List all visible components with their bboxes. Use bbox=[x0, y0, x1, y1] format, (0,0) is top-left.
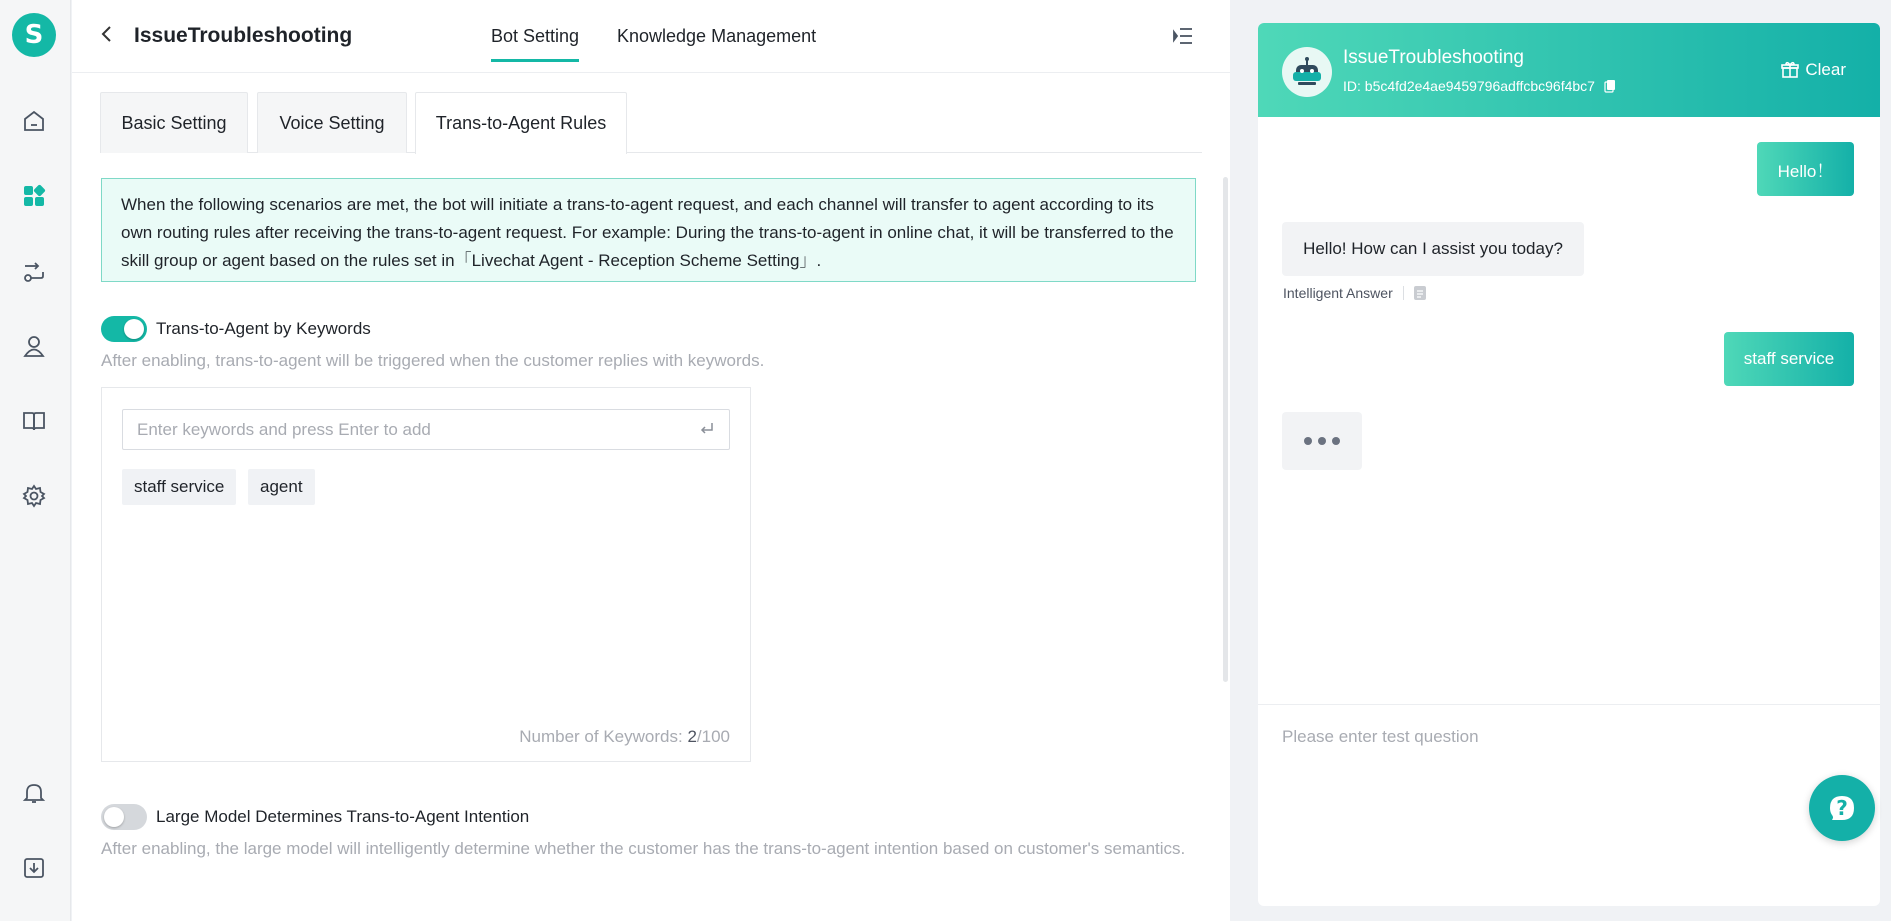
answer-source-label: Intelligent Answer bbox=[1283, 285, 1393, 301]
tab-basic-setting[interactable]: Basic Setting bbox=[100, 92, 248, 153]
clear-label: Clear bbox=[1805, 60, 1846, 79]
test-question-input[interactable] bbox=[1282, 727, 1842, 747]
chat-divider bbox=[1258, 704, 1880, 705]
question-icon bbox=[1822, 788, 1862, 828]
back-icon[interactable] bbox=[100, 24, 114, 50]
home-icon[interactable] bbox=[20, 107, 48, 135]
toggle-knob bbox=[124, 319, 144, 339]
help-button[interactable] bbox=[1809, 775, 1875, 841]
tab-trans-to-agent-rules[interactable]: Trans-to-Agent Rules bbox=[415, 92, 627, 154]
book-icon[interactable] bbox=[20, 407, 48, 435]
keyword-count-label: Number of Keywords: bbox=[519, 727, 688, 746]
svg-text:?: ? bbox=[1836, 796, 1848, 820]
keywords-rule-help: After enabling, trans-to-agent will be triggered when the customer replies with keywords. bbox=[101, 351, 765, 370]
answer-meta bbox=[1283, 285, 1426, 301]
page-title: IssueTroubleshooting bbox=[134, 24, 353, 47]
bell-icon[interactable] bbox=[20, 779, 48, 807]
settings-tabs bbox=[100, 92, 1202, 153]
keyword-input[interactable] bbox=[123, 410, 663, 449]
llm-rule-help: After enabling, the large model will intelligently determine whether the customer has the trans-to-agent intention based on customer's semantics. bbox=[101, 839, 1186, 858]
typing-indicator bbox=[1282, 412, 1362, 470]
enter-icon bbox=[699, 420, 715, 443]
info-notice: When the following scenarios are met, the bot will initiate a trans-to-agent request, and each channel will transfer to agent according to its own routing rules after receiving the trans-to-agent request. For example: During the trans-to-agent in online chat, it will be transferred to the skill group or agent based on the rules set in「Livechat Agent - Reception Scheme Setting」. bbox=[101, 178, 1196, 282]
bot-settings-panel bbox=[72, 0, 1230, 921]
bot-avatar bbox=[1282, 47, 1332, 97]
clear-button[interactable] bbox=[1781, 60, 1846, 80]
copy-icon[interactable] bbox=[1604, 79, 1616, 93]
download-icon[interactable] bbox=[20, 854, 48, 882]
typing-dots-icon bbox=[1304, 437, 1340, 445]
tab-voice-setting[interactable]: Voice Setting bbox=[257, 92, 407, 153]
side-rail bbox=[0, 0, 71, 921]
tab-knowledge-management[interactable]: Knowledge Management bbox=[617, 26, 817, 46]
app-logo[interactable] bbox=[12, 13, 56, 57]
keywords-rule-label: Trans-to-Agent by Keywords bbox=[156, 319, 371, 338]
meta-divider bbox=[1403, 286, 1404, 300]
keyword-chip[interactable]: staff service bbox=[122, 469, 236, 505]
keyword-count-max: /100 bbox=[696, 727, 730, 746]
route-icon[interactable] bbox=[20, 258, 48, 286]
bot-id-text: ID: b5c4fd2e4ae9459796adffcbc96f4bc7 bbox=[1343, 78, 1595, 94]
keyword-count-current: 2 bbox=[687, 727, 697, 746]
bot-message: Hello! How can I assist you today? bbox=[1282, 222, 1584, 276]
tab-bot-setting[interactable]: Bot Setting bbox=[491, 26, 579, 62]
chat-test-panel bbox=[1258, 23, 1880, 906]
document-icon[interactable] bbox=[1414, 286, 1426, 300]
keywords-toggle[interactable] bbox=[101, 316, 147, 342]
gear-icon[interactable] bbox=[20, 482, 48, 510]
bot-name: IssueTroubleshooting bbox=[1343, 47, 1524, 68]
collapse-menu-icon[interactable] bbox=[1172, 26, 1194, 51]
gift-icon bbox=[1781, 61, 1799, 79]
logo-letter: S bbox=[24, 20, 44, 50]
keywords-box bbox=[101, 387, 751, 762]
keyword-input-wrapper bbox=[122, 409, 730, 450]
keyword-chip[interactable]: agent bbox=[248, 469, 315, 505]
chat-header bbox=[1258, 23, 1880, 117]
scrollbar[interactable] bbox=[1223, 177, 1228, 682]
llm-rule-label: Large Model Determines Trans-to-Agent Intention bbox=[156, 807, 530, 826]
toggle-knob bbox=[104, 807, 124, 827]
keyword-count bbox=[519, 727, 730, 747]
user-message: staff service bbox=[1724, 332, 1854, 386]
user-message: Hello！ bbox=[1757, 142, 1854, 196]
agent-icon[interactable] bbox=[20, 332, 48, 360]
bot-id bbox=[1343, 78, 1616, 94]
llm-intent-toggle[interactable] bbox=[101, 804, 147, 830]
top-bar bbox=[72, 0, 1230, 73]
dashboard-icon[interactable] bbox=[20, 182, 48, 210]
